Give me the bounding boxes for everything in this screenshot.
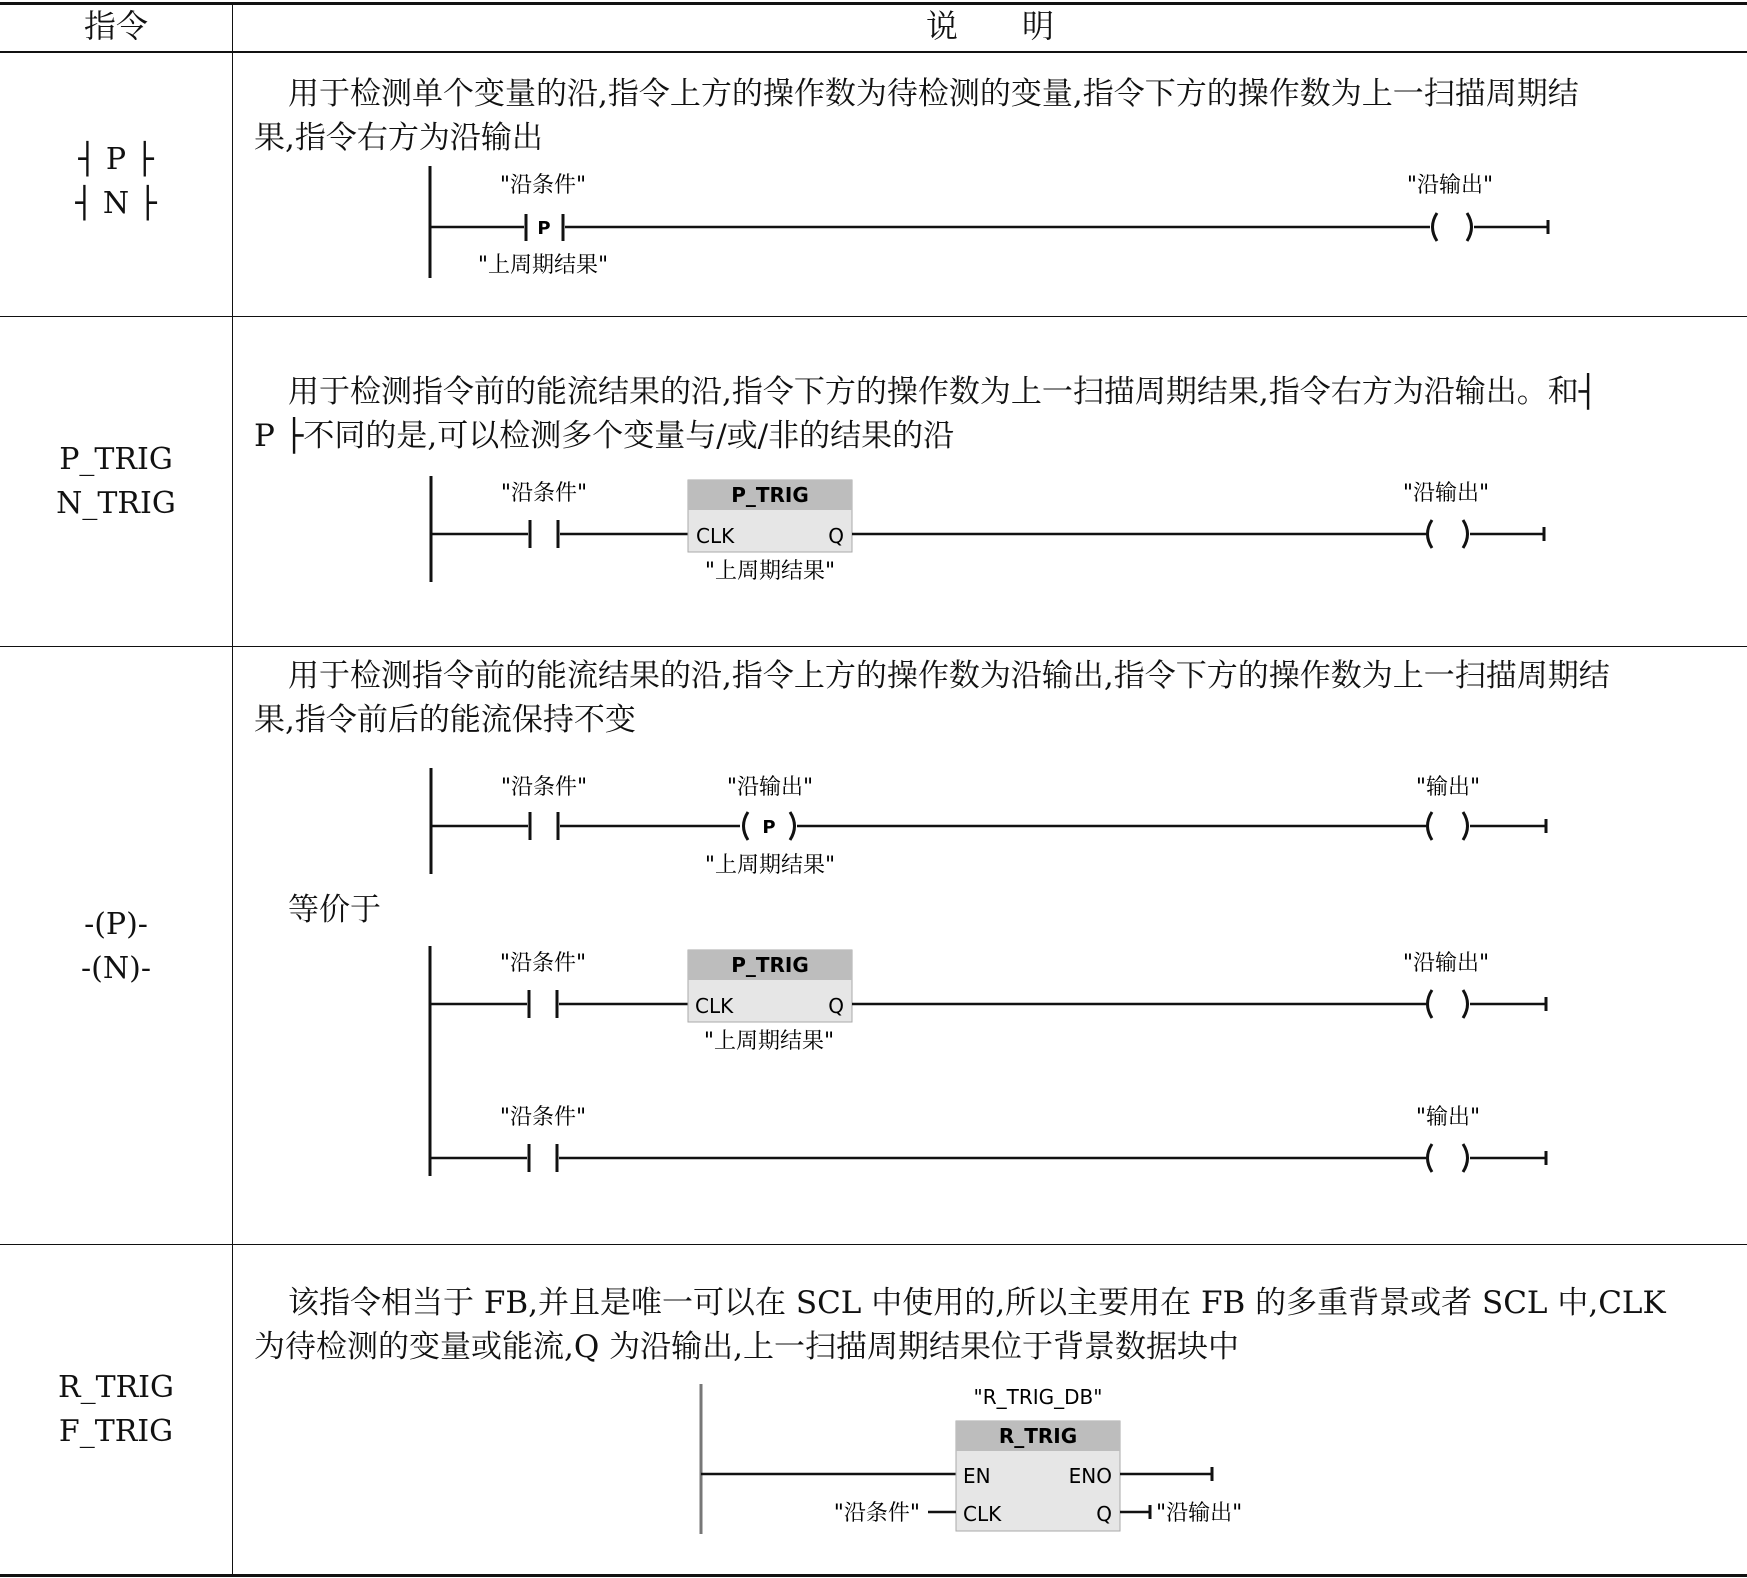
instr-n-trig: N_TRIG bbox=[56, 486, 176, 521]
label-prev-result: "上周期结果" bbox=[703, 1029, 835, 1054]
p-trig-q: Q bbox=[828, 994, 844, 1018]
p-trig-clk: CLK bbox=[695, 994, 734, 1018]
p-contact-letter: P bbox=[537, 218, 551, 239]
label-edge-condition: "沿条件" bbox=[500, 775, 588, 800]
equivalent-text: 等价于 bbox=[288, 892, 381, 928]
r-trig-eno: ENO bbox=[1068, 1464, 1112, 1488]
label-edge-output: "沿输出" bbox=[1156, 1501, 1243, 1526]
label-output: "输出" bbox=[1415, 775, 1481, 800]
p-trig-title: P_TRIG bbox=[731, 483, 809, 507]
label-edge-condition: "沿条件" bbox=[499, 951, 587, 976]
label-edge-output: "沿输出" bbox=[726, 775, 814, 800]
r-trig-en: EN bbox=[963, 1464, 991, 1488]
label-edge-output: "沿输出" bbox=[1402, 481, 1490, 506]
desc-row4-line2: 为待检测的变量或能流,Q 为沿输出,上一扫描周期结果位于背景数据块中 bbox=[254, 1329, 1239, 1365]
label-prev-result: "上周期结果" bbox=[477, 253, 609, 278]
label-edge-condition: "沿条件" bbox=[499, 173, 587, 198]
label-edge-condition: "沿条件" bbox=[833, 1501, 920, 1526]
header-description: 说 明 bbox=[925, 7, 1054, 45]
desc-row1-line2: 果,指令右方为沿输出 bbox=[254, 120, 543, 156]
desc-row3-line2: 果,指令前后的能流保持不变 bbox=[254, 702, 636, 738]
label-edge-condition: "沿条件" bbox=[499, 1105, 587, 1130]
label-prev-result: "上周期结果" bbox=[704, 853, 836, 878]
instr-r-trig: R_TRIG bbox=[57, 1370, 174, 1405]
desc-row4-line1: 该指令相当于 FB,并且是唯一可以在 SCL 中使用的,所以主要用在 FB 的多重背景或者 SCL 中,CLK bbox=[288, 1285, 1666, 1321]
instr-n-coil: -(N)- bbox=[81, 951, 151, 986]
r-trig-title: R_TRIG bbox=[998, 1424, 1078, 1448]
instr-n-contact: ┤ N ├ bbox=[75, 186, 157, 221]
instr-f-trig: F_TRIG bbox=[58, 1414, 174, 1449]
desc-row2-line1: 用于检测指令前的能流结果的沿,指令下方的操作数为上一扫描周期结果,指令右方为沿输出。和┤ bbox=[288, 374, 1598, 410]
desc-row3-line1: 用于检测指令前的能流结果的沿,指令上方的操作数为沿输出,指令下方的操作数为上一扫描周期结 bbox=[288, 658, 1610, 694]
label-edge-condition: "沿条件" bbox=[500, 481, 588, 506]
p-coil-letter: P bbox=[762, 817, 776, 838]
label-instance-db: "R_TRIG_DB" bbox=[973, 1385, 1103, 1409]
instr-p-trig: P_TRIG bbox=[59, 442, 173, 477]
r-trig-clk: CLK bbox=[963, 1502, 1002, 1526]
p-trig-title: P_TRIG bbox=[731, 953, 809, 977]
p-trig-clk: CLK bbox=[696, 524, 735, 548]
r-trig-q: Q bbox=[1096, 1502, 1112, 1526]
p-trig-q: Q bbox=[828, 524, 844, 548]
label-output: "输出" bbox=[1415, 1105, 1481, 1130]
instr-p-coil: -(P)- bbox=[84, 907, 148, 942]
desc-row2-line2: P ├不同的是,可以检测多个变量与/或/非的结果的沿 bbox=[254, 418, 955, 454]
label-prev-result: "上周期结果" bbox=[704, 559, 836, 584]
label-edge-output: "沿输出" bbox=[1402, 951, 1490, 976]
header-instruction: 指令 bbox=[83, 7, 148, 45]
label-edge-output: "沿输出" bbox=[1406, 173, 1494, 198]
desc-row1-line1: 用于检测单个变量的沿,指令上方的操作数为待检测的变量,指令下方的操作数为上一扫描周期结 bbox=[288, 76, 1579, 112]
instr-p-contact: ┤ P ├ bbox=[78, 142, 154, 177]
